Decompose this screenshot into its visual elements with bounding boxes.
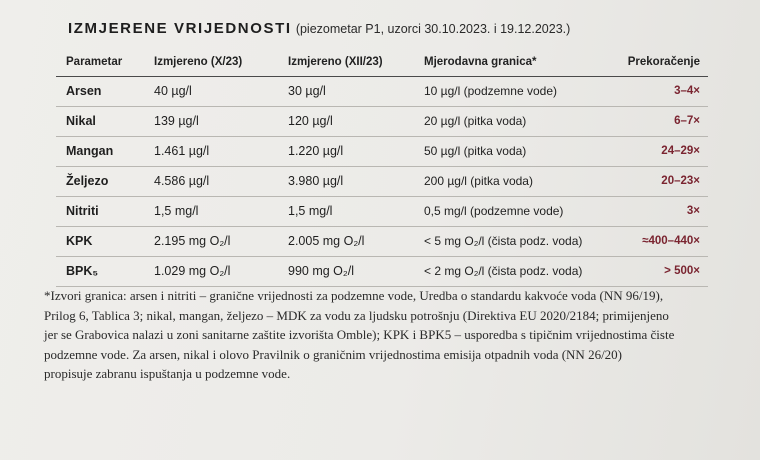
footnote-line: propisuje zabranu ispuštanja u podzemne vode.: [44, 366, 291, 381]
measured-oct-cell: 1.029 mg O₂/l: [154, 264, 231, 278]
limit-cell: 0,5 mg/l (podzemne vode): [424, 204, 564, 218]
exceedance-cell: 20–23×: [661, 175, 700, 187]
limit-cell: 200 µg/l (pitka voda): [424, 174, 533, 188]
footnote-line: podzemne vode. Za arsen, nikal i olovo Pravilnik o graničnim vrijednostima emisija otpadnih voda (NN 26/20): [44, 346, 623, 362]
parameter-cell: BPK₅: [66, 264, 99, 278]
measured-oct-cell: 1.461 µg/l: [154, 144, 210, 158]
table-row: [56, 137, 708, 167]
measured-oct-cell: 1,5 mg/l: [154, 204, 199, 218]
measured-dec-cell: 990 mg O₂/l: [288, 264, 354, 278]
table-subtitle: (piezometar P1, uzorci 30.10.2023. i 19.12.2023.): [295, 22, 571, 36]
table-row: [56, 107, 708, 137]
exceedance-cell: 24–29×: [661, 145, 700, 157]
sources-footnote: [44, 286, 724, 384]
parameter-cell: Mangan: [66, 144, 114, 158]
limit-cell: < 5 mg O₂/l (čista podz. voda): [424, 234, 583, 248]
parameter-cell: Nikal: [66, 114, 96, 128]
measured-dec-cell: 30 µg/l: [288, 84, 326, 98]
exceedance-cell: 3–4×: [674, 85, 700, 97]
measured-dec-cell: 1.220 µg/l: [288, 144, 344, 158]
header-limit: Mjerodavna granica*: [424, 56, 537, 68]
limit-cell: 50 µg/l (pitka voda): [424, 144, 527, 158]
table-title: IZMJERENE VRIJEDNOSTI: [68, 20, 292, 37]
measured-oct-cell: 2.195 mg O₂/l: [154, 234, 231, 248]
table-row: [56, 167, 708, 197]
limit-cell: < 2 mg O₂/l (čista podz. voda): [424, 264, 583, 278]
measured-oct-cell: 4.586 µg/l: [154, 174, 210, 188]
document-heading: [68, 20, 570, 37]
table-row: [56, 77, 708, 107]
exceedance-cell: > 500×: [664, 265, 700, 277]
header-parameter: Parametar: [66, 56, 123, 68]
parameter-cell: KPK: [66, 234, 93, 248]
footnote-line: *Izvori granica: arsen i nitriti – granične vrijednosti za podzemne vode, Uredba o standardu kakvoće voda (NN 96/19),: [44, 288, 664, 303]
header-measured-dec: Izmjereno (XII/23): [288, 56, 383, 68]
exceedance-cell: 6–7×: [674, 115, 700, 127]
footnote-line: jer se Grabovica nalazi u zoni sanitarne zaštite izvorišta Omble); KPK i BPK5 – usporedba s tipičnim vrijednostima čiste: [44, 327, 675, 342]
measured-dec-cell: 3.980 µg/l: [288, 174, 344, 188]
table-row: [56, 197, 708, 227]
measured-dec-cell: 1,5 mg/l: [288, 204, 333, 218]
exceedance-cell: 3×: [686, 205, 700, 217]
measured-dec-cell: 120 µg/l: [288, 114, 333, 128]
header-measured-oct: Izmjereno (X/23): [154, 56, 243, 68]
measured-oct-cell: 139 µg/l: [154, 114, 199, 128]
measured-dec-cell: 2.005 mg O₂/l: [288, 234, 365, 248]
measured-oct-cell: 40 µg/l: [154, 84, 192, 98]
parameter-cell: Nitriti: [66, 204, 99, 218]
header-exceedance: Prekoračenje: [627, 56, 700, 68]
table-header-row: [56, 48, 708, 77]
measurements-table: [56, 48, 708, 287]
table-row: [56, 257, 708, 287]
footnote-line: Prilog 6, Tablica 3; nikal, mangan, željezo – MDK za vodu za ljudsku potrošnju (Direktiva EU 2020/2184; primijenjeno: [44, 307, 669, 323]
parameter-cell: Arsen: [66, 84, 102, 98]
table-row: [56, 227, 708, 257]
parameter-cell: Željezo: [66, 174, 109, 188]
limit-cell: 20 µg/l (pitka voda): [424, 114, 527, 128]
exceedance-cell: ≈400–440×: [642, 235, 700, 247]
limit-cell: 10 µg/l (podzemne vode): [424, 84, 557, 98]
